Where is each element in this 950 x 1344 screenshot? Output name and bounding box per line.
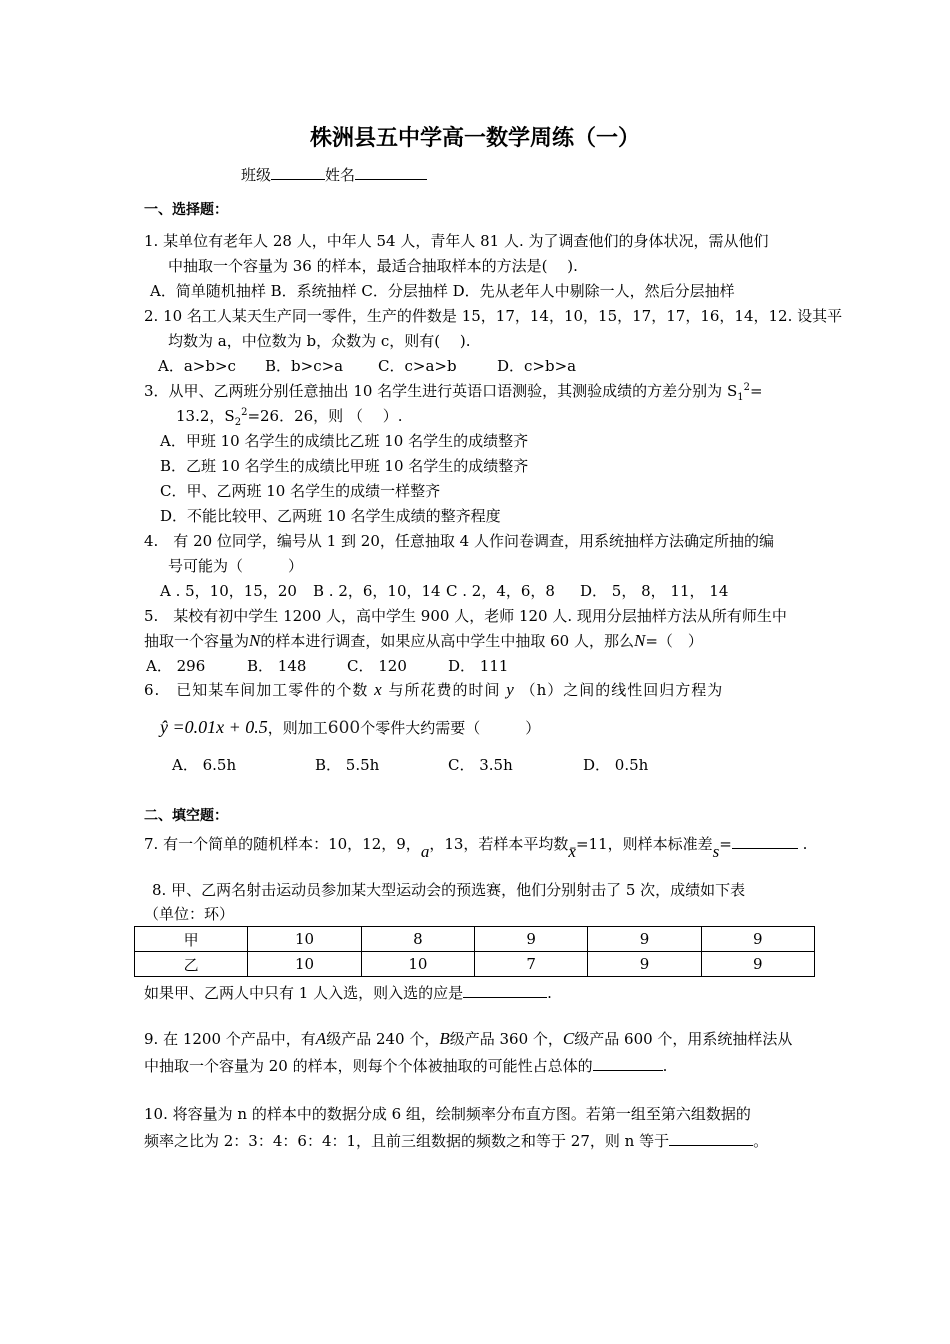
q3-sub2: 2	[234, 417, 242, 428]
table-row	[135, 927, 815, 952]
q6-line2-mid: ，则加工	[267, 719, 328, 737]
q9-text: 9. 在 1200 个产品中，有	[144, 1030, 316, 1048]
section-fill-heading: 二、填空题：	[144, 808, 228, 824]
q2-option-b: B．b>c>a	[265, 357, 344, 375]
q7-mid2: =11，则样本标准差	[575, 835, 713, 853]
q3-option-c: C．甲、乙两班 10 名学生的成绩一样整齐	[160, 482, 441, 500]
q6-line1-post: （h）之间的线性回归方程为	[520, 681, 724, 699]
q9-line1	[144, 1029, 792, 1049]
q6-option-c: C． 3.5h	[448, 756, 513, 774]
q6-line2-post: 个零件大约需要（ ）	[360, 719, 541, 737]
q9-mid3: 级产品 600 个，用系统抽样法从	[574, 1030, 793, 1048]
q5-option-a: A． 296	[146, 657, 206, 675]
table-cell: 10	[248, 952, 361, 977]
q9-line2	[144, 1054, 667, 1076]
q6-line1-text: 6. 已知某车间加工零件的个数	[144, 681, 369, 699]
q4-option-d: D． 5， 8， 11， 14	[580, 582, 729, 600]
q9-line2-end: .	[662, 1057, 668, 1075]
q9-var-b: B	[439, 1029, 450, 1048]
q3-option-b: B．乙班 10 名学生的成绩比甲班 10 名学生的成绩整齐	[160, 457, 529, 475]
q6-number-600: 600	[327, 718, 361, 738]
q8-answer-blank[interactable]	[463, 981, 547, 998]
table-cell: 9	[588, 927, 701, 952]
q1-options: A．简单随机抽样 B．系统抽样 C．分层抽样 D．先从老年人中剔除一人，然后分层抽样	[150, 282, 735, 300]
q8-after-end: .	[547, 984, 552, 1002]
q8-line1: 8. 甲、乙两名射击运动员参加某大型运动会的预选赛，他们分别射击了 5 次，成绩如下表	[152, 881, 746, 899]
q3-option-d: D．不能比较甲、乙两班 10 名学生成绩的整齐程度	[160, 507, 501, 525]
q6-line2	[160, 712, 540, 743]
q3-sup1: 2	[743, 382, 750, 393]
q9-mid1: 级产品 240 个，	[326, 1030, 440, 1048]
table-cell: 7	[475, 952, 588, 977]
table-cell: 乙	[135, 952, 248, 977]
q7-end: .	[802, 835, 808, 853]
q5-option-c: C． 120	[347, 657, 407, 675]
q5-option-b: B． 148	[247, 657, 307, 675]
q10-line2	[144, 1129, 768, 1151]
q4-line2: 号可能为（ ）	[168, 557, 304, 575]
q10-answer-blank[interactable]	[669, 1129, 753, 1146]
student-info	[241, 163, 427, 185]
q5-var-n2: N	[634, 631, 646, 650]
q6-var-x: x	[374, 680, 383, 699]
q5-option-d: D． 111	[448, 657, 509, 675]
q7-text: 7. 有一个简单的随机样本：10，12，9，	[144, 835, 421, 853]
q7-var-a: a	[420, 842, 430, 861]
q3-line1-text: 3．从甲、乙两班分别任意抽出 10 名学生进行英语口语测验，其测验成绩的方差分别为 S	[144, 382, 738, 400]
q3-line2-text: 13.2，S	[176, 407, 235, 425]
q9-answer-blank[interactable]	[593, 1054, 663, 1071]
q6-option-b: B． 5.5h	[315, 756, 380, 774]
q8-after	[144, 981, 552, 1003]
table-cell: 9	[588, 952, 701, 977]
q7-answer-blank[interactable]	[732, 832, 798, 849]
q8-after-text: 如果甲、乙两人中只有 1 人入选，则入选的应是	[144, 984, 464, 1002]
q7-eq: =	[719, 835, 732, 853]
q5-line2-post: =（ ）	[645, 632, 703, 650]
q10-line2-text: 频率之比为 2：3：4：6：4：1，且前三组数据的频数之和等于 27，则 n 等于	[144, 1132, 670, 1150]
table-cell: 10	[361, 952, 474, 977]
q8-line2: （单位：环）	[144, 905, 235, 923]
q3-line1	[144, 381, 763, 401]
q5-line2-mid: 的样本进行调查，如果应从高中学生中抽取 60 人，那么	[260, 632, 634, 650]
q5-var-n: N	[249, 631, 261, 650]
q3-line2-post: =26．26，则 （ ）.	[247, 407, 403, 425]
q6-regression-equation: ŷ =0.01x + 0.5	[160, 717, 268, 737]
page-title: 株洲县五中学高一数学周练（一）	[309, 125, 640, 151]
q9-var-a: A	[315, 1029, 327, 1048]
q3-option-a: A．甲班 10 名学生的成绩比乙班 10 名学生的成绩整齐	[160, 432, 529, 450]
q3-sup2: 2	[241, 407, 248, 418]
q5-line2	[144, 631, 703, 651]
q3-line1-eq: =	[749, 382, 763, 400]
q2-option-d: D．c>b>a	[497, 357, 577, 375]
q7-var-xbar: x̄	[568, 842, 576, 861]
name-label: 姓名	[325, 166, 356, 184]
q6-line1-mid: 与所花费的时间	[388, 681, 501, 699]
q6-var-y: y	[506, 680, 515, 699]
q4-option-a: A . 5，10，15，20	[160, 582, 297, 600]
q4-option-b: B . 2，6，10，14	[313, 582, 441, 600]
table-cell: 9	[475, 927, 588, 952]
q6-line1	[144, 680, 723, 700]
q5-line1: 5. 某校有初中学生 1200 人，高中学生 900 人，老师 120 人. 现用分层抽样方法从所有师生中	[144, 607, 787, 625]
q9-line2-text: 中抽取一个容量为 20 的样本，则每个个体被抽取的可能性占总体的	[144, 1057, 593, 1075]
q1-line1: 1. 某单位有老年人 28 人，中年人 54 人，青年人 81 人. 为了调查他们的身体状况，需从他们	[144, 232, 769, 250]
section-choice-heading: 一、选择题：	[144, 202, 228, 218]
class-blank[interactable]	[271, 163, 325, 180]
q7-line	[144, 832, 808, 861]
score-table	[134, 926, 815, 977]
q10-line1: 10. 将容量为 n 的样本中的数据分成 6 组，绘制频率分布直方图。若第一组至第六组数据的	[144, 1105, 751, 1123]
q9-mid2: 级产品 360 个，	[449, 1030, 563, 1048]
table-row	[135, 952, 815, 977]
q6-option-d: D． 0.5h	[583, 756, 649, 774]
q3-sub1: 1	[737, 392, 744, 403]
name-blank[interactable]	[355, 163, 427, 180]
q6-option-a: A． 6.5h	[172, 756, 237, 774]
q2-line1: 2. 10 名工人某天生产同一零件，生产的件数是 15，17，14，10，15，17，17，16，14，12. 设其平	[144, 307, 843, 325]
q4-line1: 4. 有 20 位同学，编号从 1 到 20，任意抽取 4 人作问卷调查，用系统抽样方法确定所抽的编	[144, 532, 774, 550]
q1-line2: 中抽取一个容量为 36 的样本，最适合抽取样本的方法是( ).	[168, 257, 578, 275]
q2-option-a: A．a>b>c	[158, 357, 236, 375]
q7-var-s: s	[712, 842, 720, 861]
q3-line2	[176, 406, 403, 426]
q4-option-c: C . 2，4，6，8	[446, 582, 555, 600]
q5-line2-text: 抽取一个容量为	[144, 632, 250, 650]
q2-line2: 均数为 a，中位数为 b，众数为 c，则有( ).	[168, 332, 471, 350]
q9-var-c: C	[562, 1029, 575, 1048]
table-cell: 8	[361, 927, 474, 952]
q10-line2-end: 。	[753, 1132, 769, 1150]
table-cell: 甲	[135, 927, 248, 952]
table-cell: 9	[701, 927, 814, 952]
table-cell: 9	[701, 952, 814, 977]
q2-option-c: C．c>a>b	[378, 357, 457, 375]
class-label: 班级	[241, 166, 272, 184]
q7-mid: ，13，若样本平均数	[429, 835, 569, 853]
table-cell: 10	[248, 927, 361, 952]
